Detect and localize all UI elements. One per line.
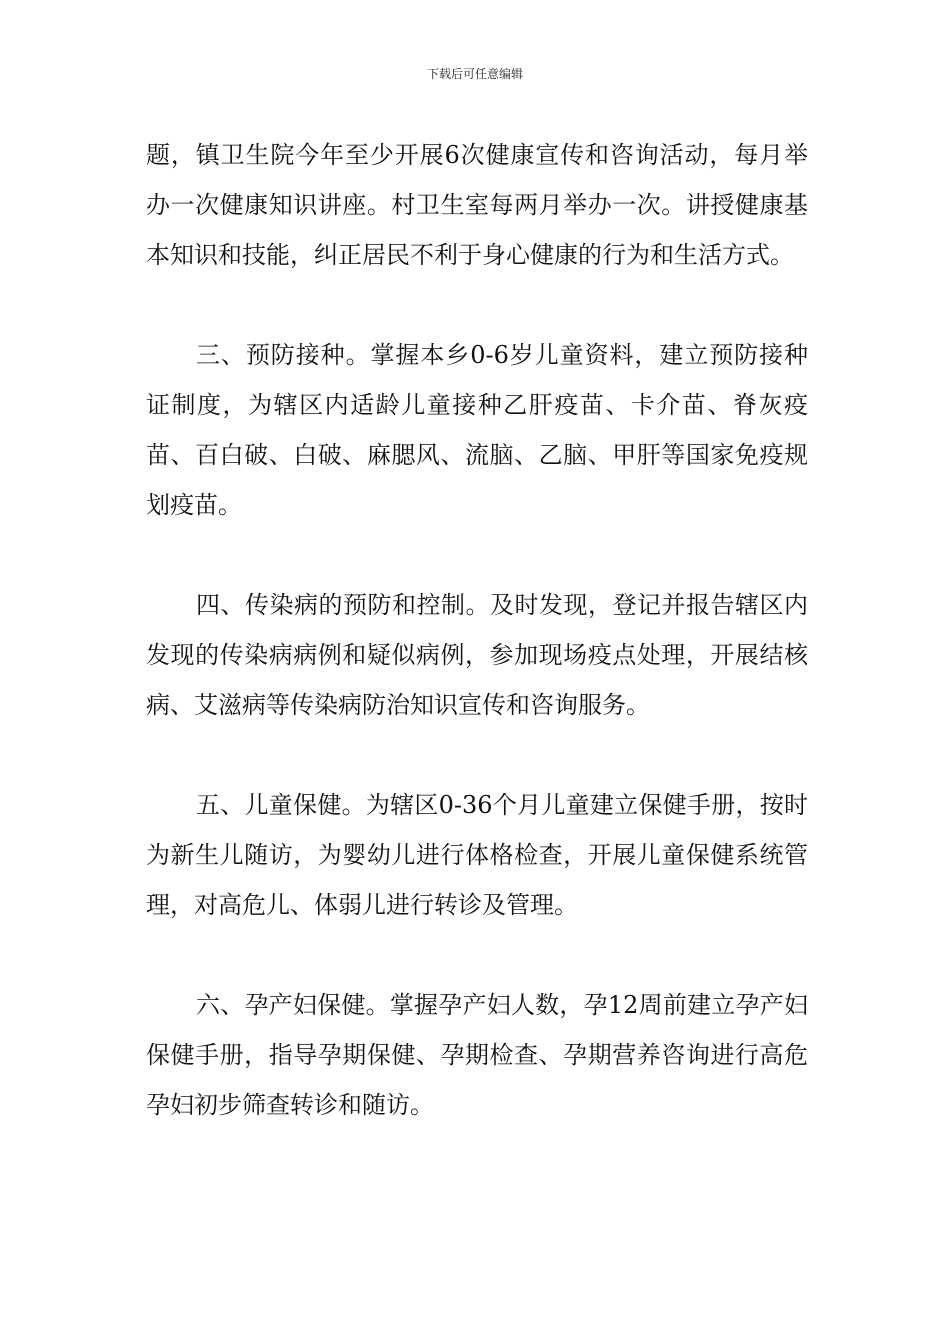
paragraph-child-health: 五、儿童保健。为辖区0-36个月儿童建立保健手册，按时为新生儿随访，为婴幼儿进行体格检查，开展儿童保健系统管理，对高危儿、体弱儿进行转诊及管理。 [146, 791, 808, 919]
page-header: 下载后可任意编辑 [426, 67, 523, 81]
document-body [146, 130, 808, 1180]
paragraph-vaccination: 三、预防接种。掌握本乡0-6岁儿童资料，建立预防接种证制度，为辖区内适龄儿童接种乙肝疫苗、卡介苗、脊灰疫苗、百白破、白破、麻腮风、流脑、乙脑、甲肝等国家免疫规划疫苗。 [146, 341, 808, 519]
paragraph-maternal-health: 六、孕产妇保健。掌握孕产妇人数，孕12周前建立孕产妇保健手册，指导孕期保健、孕期检查、孕期营养咨询进行高危孕妇初步筛查转诊和随访。 [146, 991, 808, 1119]
paragraph-health-education-continued: 题，镇卫生院今年至少开展6次健康宣传和咨询活动，每月举办一次健康知识讲座。村卫生室每两月举办一次。讲授健康基本知识和技能，纠正居民不利于身心健康的行为和生活方式。 [146, 141, 808, 269]
paragraph-infectious-disease: 四、传染病的预防和控制。及时发现，登记并报告辖区内发现的传染病病例和疑似病例，参加现场疫点处理，开展结核病、艾滋病等传染病防治知识宣传和咨询服务。 [146, 591, 808, 719]
